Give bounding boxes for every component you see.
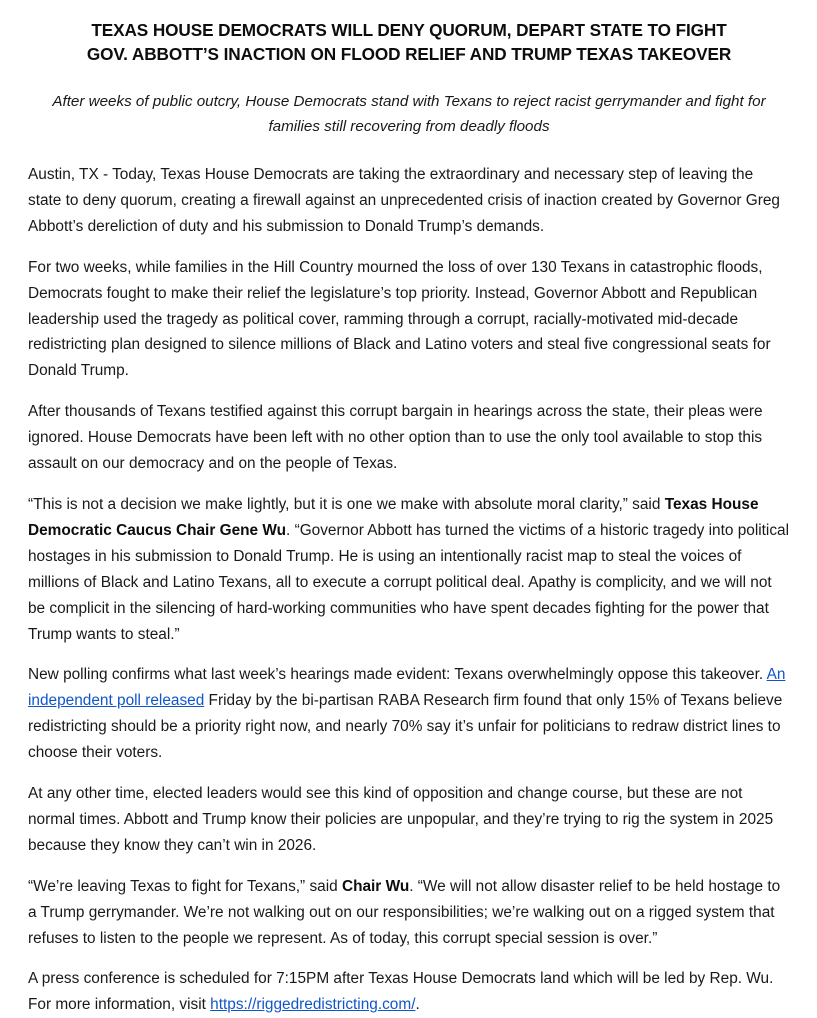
closing-quote-intro-text: “We’re leaving Texas to fight for Texans,” said [28,877,342,895]
polling-text-after-link: Friday by the bi-partisan RABA Research firm found that only 15% of Texans believe redistricting should be a priority right now, and nearly 70% say it’s unfair for politicians to redraw district lines to choose their voters. [28,692,783,762]
attribution-gene-wu: Texas House Democratic Caucus Chair Gene Wu [28,495,759,539]
independent-poll-link[interactable]: An independent poll released [28,666,786,710]
attribution-chair-wu: Chair Wu [341,877,410,895]
paragraph-normal-times: At any other time, elected leaders would see this kind of opposition and change course, but these are not normal times. Abbott and Trump know their policies are unpopular, and they’re trying to rig the system in 2025 because they know they can’t win in 2026. [28,785,774,854]
document-body [28,162,790,1018]
paragraph-lede: Austin, TX - Today, Texas House Democrats are taking the extraordinary and necessary step of leaving the state to deny quorum, creating a firewall against an unprecedented crisis of inaction created by Governor Greg Abbott’s dereliction of duty and his submission to Donald Trump’s demands. [28,166,780,235]
paragraph-floods-redistricting: For two weeks, while families in the Hill Country mourned the loss of over 130 Texans in catastrophic floods, Democrats fought to make their relief the legislature’s top priority. Instead, Governor Abbott and Republican leadership used the tragedy as political cover, ramming through a corrupt, racially-motivated mid-decade redistricting plan designed to silence millions of Black and Latino voters and steal five congressional seats for Donald Trump. [28,258,771,380]
quote-intro-text: “This is not a decision we make lightly, but it is one we make with absolute moral clarity,” said [28,495,665,513]
quote-body-text: . “Governor Abbott has turned the victims of a historic tragedy into political hostages in his submission to Donald Trump. He is using an intentionally racist map to steal the voices of millions of Black and Latino Texans, all to execute a corrupt political deal. Apathy is complicity, and we will not be complicit in the silencing of hard-working communities who have spent decades fighting for the power that Trump wants to steal.” [28,521,790,643]
paragraph-testimony: After thousands of Texans testified against this corrupt bargain in hearings across the state, their pleas were ignored. House Democrats have been left with no other option than to use the only tool available to stop this assault on our democracy and on the people of Texas. [28,403,763,473]
headline-line-2: GOV. ABBOTT’S INACTION ON FLOOD RELIEF AND TRUMP TEXAS TAKEOVER [86,43,732,64]
headline-line-1: TEXAS HOUSE DEMOCRATS WILL DENY QUORUM, DEPART STATE TO FIGHT [91,20,727,40]
paragraph-quote-gene-wu [28,492,790,647]
paragraph-press-conference [28,966,790,1018]
closing-quote-body-text: . “We will not allow disaster relief to be held hostage to a Trump gerrymander. We’re not walking out on our responsibilities; we’re walking out on a rigged system that refuses to listen to the people we represent. As of today, this corrupt special session is over.” [28,877,781,947]
press-conference-text-end: . [415,996,420,1014]
page-subtitle: After weeks of public outcry, House Democrats stand with Texans to reject racist gerrymander and fight for families still recovering from deadly floods [52,93,766,135]
polling-text-before-link: New polling confirms what last week’s hearings made evident: Texans overwhelmingly oppose this takeover. [28,666,767,684]
paragraph-quote-chair-wu [28,874,790,952]
press-conference-text: A press conference is scheduled for 7:15PM after Texas House Democrats land which will be led by Rep. Wu. For more information, visit [28,970,774,1014]
page-title [28,19,790,66]
paragraph-polling [28,662,790,766]
rigged-redistricting-website-link[interactable]: https://riggedredistricting.com/ [210,996,416,1014]
